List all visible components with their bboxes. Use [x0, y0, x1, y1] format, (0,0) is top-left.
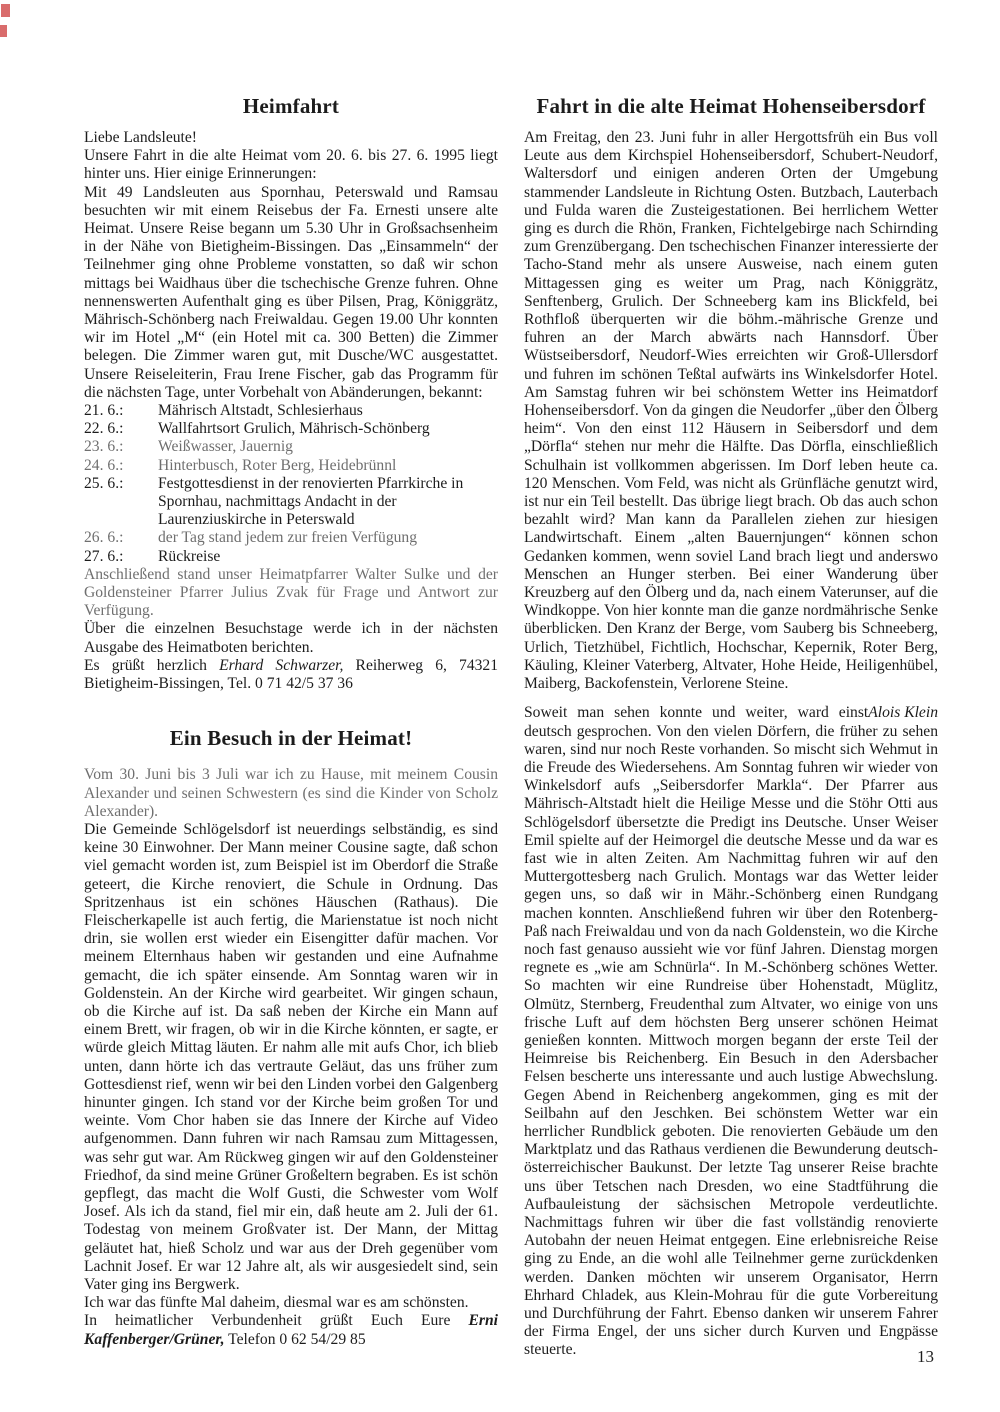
body-text: Über die einzelnen Besuchstage werde ich in der nächsten Ausgabe des Heimatboten berichten.	[84, 620, 498, 656]
article-title: Heimfahrt	[242, 94, 340, 118]
page-number: 13	[917, 1347, 934, 1366]
schedule-item	[84, 457, 498, 475]
schedule-date: 26. 6.:	[84, 529, 124, 547]
body-text: Es grüßt herzlich	[84, 656, 220, 674]
body-text: In heimatlicher Verbundenheit grüßt Euch Eure	[84, 1312, 469, 1330]
trip-schedule-list	[84, 402, 498, 566]
right-column	[524, 94, 938, 1360]
schedule-date: 24. 6.:	[84, 456, 124, 474]
body-text: Reiherweg 6, 74321 Bietigheim-Bissingen, Tel. 0 71 42/5 37 36	[84, 656, 499, 693]
schedule-date: 27. 6.:	[84, 547, 124, 565]
scan-artifact-mark	[1, 4, 10, 17]
schedule-item	[84, 548, 498, 566]
emphasized-text: Erhard Schwarzer,	[219, 656, 344, 674]
two-column-layout	[84, 94, 938, 1360]
schedule-date: 21. 6.:	[84, 402, 124, 420]
body-text: Ich war das fünfte Mal daheim, diesmal war es am schönsten.	[84, 1294, 469, 1312]
paragraph	[84, 1312, 498, 1348]
paragraph	[84, 147, 498, 183]
paragraph	[84, 184, 498, 402]
schedule-text: Wallfahrtsort Grulich, Mährisch-Schönberg	[158, 420, 430, 438]
article-intro	[84, 129, 498, 402]
paragraph	[84, 620, 498, 656]
schedule-text: Festgottesdienst in der renovierten Pfarrkirche in Spornhau, nachmittags Andacht in der Laurenziuskirche in Peterswald	[158, 474, 464, 529]
schedule-date: 22. 6.:	[84, 420, 124, 438]
paragraph	[84, 129, 498, 147]
paragraph	[524, 704, 938, 1359]
body-text: Am Freitag, den 23. Juni fuhr in aller Hergottsfrüh ein Bus voll Leute aus dem Kirchspiel Hohenseibersdorf, Schubert-Neudorf, Waltersdorf und einigen anderen Orten der Umgebung stammender Landsleute in Richtung Osten. Butzbach, Lauterbach und Fulda waren die Zusteigestationen. Bei herrlichem Wetter ging es durch die Rhön, Franken, Fichtelgebirge nach Schirnding zum Grenzübergang. Den tschechischen Finanzer interessierte der Tacho-Stand mehr als unsere Ausweise, nach einem guten Mittagessen ging es weiter um Prag, nach Königgrätz, Senftenberg, Grulich. Der Schneeberg kam ins Blickfeld, bei Rothfloß überquerten wir die böhm.-mährische Grenze und fuhren an der March abwärts nach Hannsdorf. Über Wüstseibersdorf, Neudorf-Wies erreichten wir Groß-Ullersdorf und fuhren im schönen Teßtal aufwärts ins Winkelsdorfer Hotel. Am Samstag fuhren wir bei schönstem Wetter ins Heimatdorf Hohenseibersdorf. Von da gingen die Neudorfer „über den Ölberg heim“. Von den einst 112 Häusern in Seibersdorf und dem „Dörfla“ stehen nur mehr die Hälfte. Das Dörfla, einschließlich Schulhain ist vollkommen abgerissen. Im Dorf leben heute ca. 120 Menschen. Vom Feld, was nicht als Grünfläche genutzt wird, ist nur ein Teil bestellt. Das übrige liegt brach. Ob das auch schon bezahlt wird? Man kann da Parallelen ziehen zur hiesigen Landwirtschaft. Einem „alten Bauernjungen“ können schon Gedanken kommen, wenn soviel Land brach liegt und anderswo Menschen an Hunger sterben. Bei einer Wanderung über Kreuzberg auf den Ölberg und da, nach einem Vaterunser, auf die Windkoppe. Von hier konnte man die ganze nordmährische Senke überblicken. Den Kranz der Berge, vom Sauberg bis Schneeberg, Urlich, Tietzhübel, Fichtlich, Hochschar, Kepernik, Roter Berg, Käuling, Kleiner Vaterberg, Altvater, Hohe Heide, Heiligenhübel, Maiberg, Backofenstein, Verlorene Steine.	[524, 129, 938, 693]
schedule-text: Rückreise	[158, 547, 221, 565]
article-body	[524, 129, 938, 1360]
schedule-text: Weißwasser, Jauernig	[158, 438, 293, 456]
schedule-item	[84, 529, 498, 547]
body-text: Unsere Fahrt in die alte Heimat vom 20. 6. bis 27. 6. 1995 liegt hinter uns. Hier einige Erinnerungen:	[84, 147, 498, 183]
body-text: Soweit man sehen konnte und weiter, ward einst deutsch gesprochen. Von den vielen Dörfern, die früher zu sehen waren, sind nur noch Reste vorhanden. So mischt sich Wehmut in die Freude des Wiedersehens. Am Sonntag fuhren wir wieder von Winkelsdorf aufs „Seibersdorfer Markla“. Der Pfarrer aus Mährisch-Altstadt hielt die Heilige Messe und die Stöhr Otti aus Schlögelsdorf übersetzte die Predigt ins Deutsche. Unser Weiser Emil spielte auf der Heimorgel die deutsche Messe und da war es fast wie in alten Zeiten. Am Nachmittag fuhren wir auf den Muttergottesberg nach Grulich. Montags war das Wetter leider gegen uns, so daß wir in Mähr.-Schönberg einen Rundgang machen konnten. Anschließend fuhren wir über den Rotenberg-Paß nach Freiwaldau und von da nach Goldenstein, wo die Kirche noch fast genauso aussieht wie vor fünf Jahren. Dienstag morgen regnete es „wie am Schnürla“. In M.-Schönberg schönes Wetter. So machten wir eine Rundreise über Hohenstadt, Müglitz, Olmütz, Sternberg, Freudenthal zum Altvater, wo einige von uns frische Luft auf dem höchsten Berg unserer schönen Heimat genießen konnten. Mittwoch morgen begann der erste Teil der Heimreise bis Reichenberg. Ein Besuch in den Adersbacher Felsen bescherte uns interessante und auch lustige Abwechslung. Gegen Abend in Reichenberg angekommen, ging es mit der Seilbahn auf den Jeschken. Bei schönstem Wetter war ein herrlicher Rundblick geboten. Die renovierten Gebäude um den Marktplatz und das Rathaus verdienen die Bewunderung deutsch-österreichischer Baukunst. Der letzte Tag unserer Reise brachte uns über Tetschen nach Dresden, wo eine Stadtführung die Aufbauleistung der sächsischen Metropole verdeutlichte. Nachmittags fuhren wir über die fast vollständig renovierte Autobahn der neuen Heimat entgegen. Eine erlebnisreiche Reise ging zu Ende, an die wohl alle Teilnehmer gerne zurückdenken werden. Danken möchten wir unserem Organisator, Herrn Ehrhard Chladek, aus Klein-Mohrau für die gute Vorbereitung und Durchführung der Fahrt. Ebenso danken wir unserem Fahrer der Firma Engel, der uns sicher durch Kurven und Engpässe steuerte.	[524, 704, 938, 1359]
article-outro	[84, 566, 498, 693]
article-hohenseibersdorf	[524, 94, 938, 1360]
left-column	[84, 94, 498, 1360]
schedule-date: 25. 6.:	[84, 474, 124, 492]
schedule-item	[84, 402, 498, 420]
schedule-text: Mährisch Altstadt, Schlesierhaus	[158, 402, 363, 420]
schedule-text: Hinterbusch, Roter Berg, Heidebrünnl	[158, 456, 397, 474]
schedule-item	[84, 438, 498, 456]
body-text: Vom 30. Juni bis 3 Juli war ich zu Hause, mit meinem Cousin Alexander und seinen Schwestern (es sind die Kinder von Scholz Alexander).	[84, 766, 498, 820]
paragraph	[84, 657, 498, 693]
paragraph	[84, 566, 498, 621]
schedule-text: der Tag stand jedem zur freien Verfügung	[158, 529, 418, 547]
body-text: Liebe Landsleute!	[84, 129, 198, 146]
paragraph	[84, 821, 498, 1294]
paragraph	[84, 1294, 498, 1312]
body-text: Mit 49 Landsleuten aus Spornhau, Peterswald und Ramsau besuchten wir mit einem Reisebus der Fa. Ernesti unsere alte Heimat. Unsere Reise begann um 5.30 Uhr in Großsachsenheim in der Nähe von Bietigheim-Bissingen. Das „Einsammeln“ der Teilnehmer ging ohne Probleme vonstatten, so daß wir schon mittags bei Waidhaus über die tschechische Grenze fuhren. Ohne nennenswerten Aufenthalt ging es über Pilsen, Prag, Königgrätz, Mährisch-Schönberg nach Freiwaldau. Gegen 19.00 Uhr konnten wir im Hotel „M“ (ein Hotel mit ca. 300 Betten) die Zimmer belegen. Die Zimmer waren gut, mit Dusche/WC ausgestattet. Unsere Reiseleiterin, Frau Irene Fischer, gab das Programm für die nächsten Tage, unter Vorbehalt von Abänderungen, bekannt:	[84, 183, 498, 401]
body-text: Die Gemeinde Schlögelsdorf ist neuerdings selbständig, es sind keine 30 Einwohner. Der Mann meiner Cousine sagte, daß schon viel gemacht worden ist, zum Beispiel ist im Oberdorf die Straße geteert, die Kirche renoviert, die Schule in Ordnung. Das Spritzenhaus ist ein schönes Häuschen (Rathaus). Die Fleischerkapelle ist auch fertig, die Marienstatue ist noch nicht drin, sie wollen erst wieder ein Eisengitter dafür machen. Vor meinem Elternhaus haben wir gestanden und eine Aufnahme gemacht, die ich später einsende. Am Sonntag waren wir in Goldenstein. An der Kirche wird gearbeitet. Wir gingen schaun, ob die Kirche auf ist. Da saß neben der Kirche ein Mann auf einem Brett, wir fragen, ob wir in die Kirche könnten, er sagte, er würde gleich Mittag läuten. Er nahm alle mit aufs Chor, ich blieb unten, dann hörte ich das vertraute Geläut, das uns früher zum Gottesdienst rief, wenn wir bei den Linden vorbei den Galgenberg hinunter gingen. Ich stand vor der Kirche beim großen Tor und weinte. Vom Chor haben sie das Innere der Kirche auf Video aufgenommen. Dann fuhren wir nach Ramsau zum Mittagessen, was sehr gut war. Am Rückweg gingen wir auf den Goldensteiner Friedhof, da sind meine Grüner Großeltern begraben. Es ist schön gepflegt, das macht die Wolf Gusti, die Schwester vom Wolf Josef. Als ich da stand, fiel mir ein, daß heute am 2. Juli der 61. Todestag von meinem Großvater ist. Der Mann, der Mittag geläutet hat, hieß Scholz und war aus der Dreh gegenüber vom Lachnit Josef. Er war 12 Jahre alt, als wir ausgesiedelt sind, sein Vater ging ins Bergwerk.	[84, 820, 498, 1293]
body-text: Anschließend stand unser Heimatpfarrer Walter Sulke und der Goldensteiner Pfarrer Julius Zvak für Frage und Antwort zur Verfügung.	[84, 565, 498, 620]
paragraph	[84, 766, 498, 821]
scan-artifact-mark	[0, 25, 7, 37]
paragraph	[524, 129, 938, 693]
article-besuch	[84, 726, 498, 1349]
schedule-item	[84, 475, 498, 530]
body-text: Telefon 0 62 54/29 85	[224, 1330, 366, 1348]
author-signature: Alois Klein	[868, 704, 938, 722]
schedule-item	[84, 420, 498, 438]
article-title: Fahrt in die alte Heimat Hohenseibersdorf	[536, 94, 926, 118]
article-title: Ein Besuch in der Heimat!	[169, 726, 413, 751]
article-body	[84, 766, 498, 1349]
emphasized-text: Erni Kaffenberger/Grüner,	[84, 1312, 498, 1348]
schedule-date: 23. 6.:	[84, 438, 124, 456]
article-heimfahrt	[84, 94, 498, 693]
